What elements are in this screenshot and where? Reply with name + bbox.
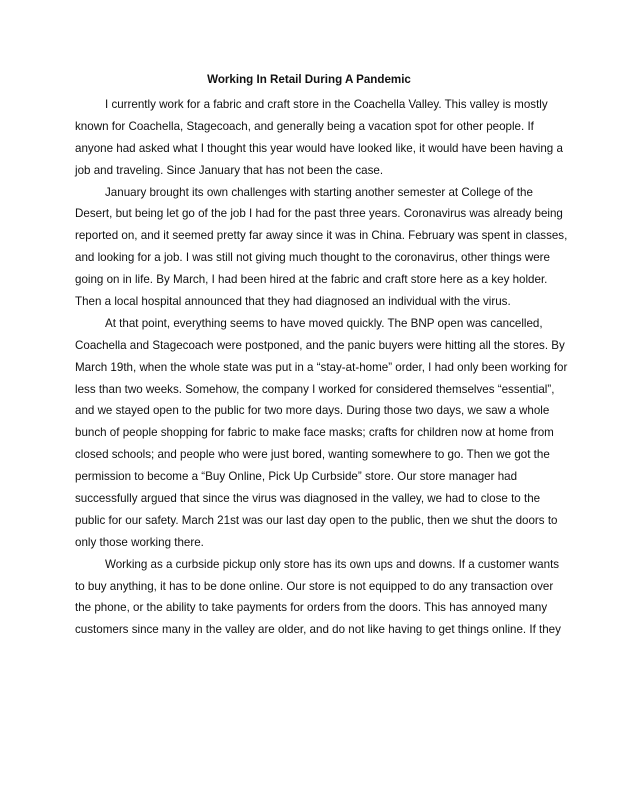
- text-line: successfully argued that since the virus was diagnosed in the valley, we had to close to the: [75, 492, 541, 506]
- paragraph-3: [75, 313, 568, 554]
- text-line: Then a local hospital announced that they had diagnosed an individual with the virus.: [75, 295, 511, 309]
- text-line: March 19th, when the whole state was put in a “stay-at-home” order, I had only been working for: [75, 360, 568, 374]
- text-line: the phone, or the ability to take payments for orders from the doors. This has annoyed many: [75, 601, 548, 615]
- text-line: bunch of people shopping for fabric to make face masks; crafts for children now at home from: [75, 426, 554, 440]
- text-line: and we stayed open to the public for two more days. During those two days, we saw a whole: [75, 404, 550, 418]
- text-line: permission to become a “Buy Online, Pick Up Curbside” store. Our store manager had: [75, 470, 518, 484]
- paragraph-1: [75, 94, 563, 182]
- text-line: Coachella and Stagecoach were postponed, and the panic buyers were hitting all the stores. By: [75, 338, 565, 352]
- text-line: job and traveling. Since January that has not been the case.: [75, 163, 384, 177]
- text-line: I currently work for a fabric and craft store in the Coachella Valley. This valley is mostly: [105, 98, 548, 111]
- text-line: less than two weeks. Somehow, the company I worked for considered themselves “essential”,: [75, 382, 555, 396]
- document-body: [75, 94, 568, 641]
- text-line: anyone had asked what I thought this year would have looked like, it would have been having a: [75, 141, 563, 155]
- text-line: Working as a curbside pickup only store has its own ups and downs. If a customer wants: [105, 557, 560, 571]
- text-line: customers since many in the valley are older, and do not like having to get things online. If they: [75, 623, 561, 637]
- text-line: closed schools; and people who were just bored, wanting somewhere to go. Then we got the: [75, 448, 550, 462]
- text-line: known for Coachella, Stagecoach, and generally being a vacation spot for other people. If: [75, 119, 534, 133]
- paragraph-2: [75, 182, 568, 313]
- text-line: reported on, and it seemed pretty far away since it was in China. February was spent in classes,: [75, 229, 568, 243]
- text-line: public for our safety. March 21st was our last day open to the public, then we shut the doors to: [75, 513, 558, 527]
- text-line: only those working there.: [75, 535, 204, 549]
- document-title: Working In Retail During A Pandemic: [207, 73, 411, 86]
- text-line: and looking for a job. I was still not giving much thought to the coronavirus, other things were: [75, 251, 550, 265]
- text-line: Desert, but being let go of the job I had for the past three years. Coronavirus was already being: [75, 207, 563, 221]
- text-line: going on in life. By March, I had been hired at the fabric and craft store here as a key holder.: [75, 273, 548, 287]
- text-line: to buy anything, it has to be done online. Our store is not equipped to do any transaction over: [75, 579, 554, 593]
- text-line: At that point, everything seems to have moved quickly. The BNP open was cancelled,: [105, 316, 543, 330]
- text-line: January brought its own challenges with starting another semester at College of the: [105, 185, 533, 199]
- paragraph-4: [75, 554, 561, 642]
